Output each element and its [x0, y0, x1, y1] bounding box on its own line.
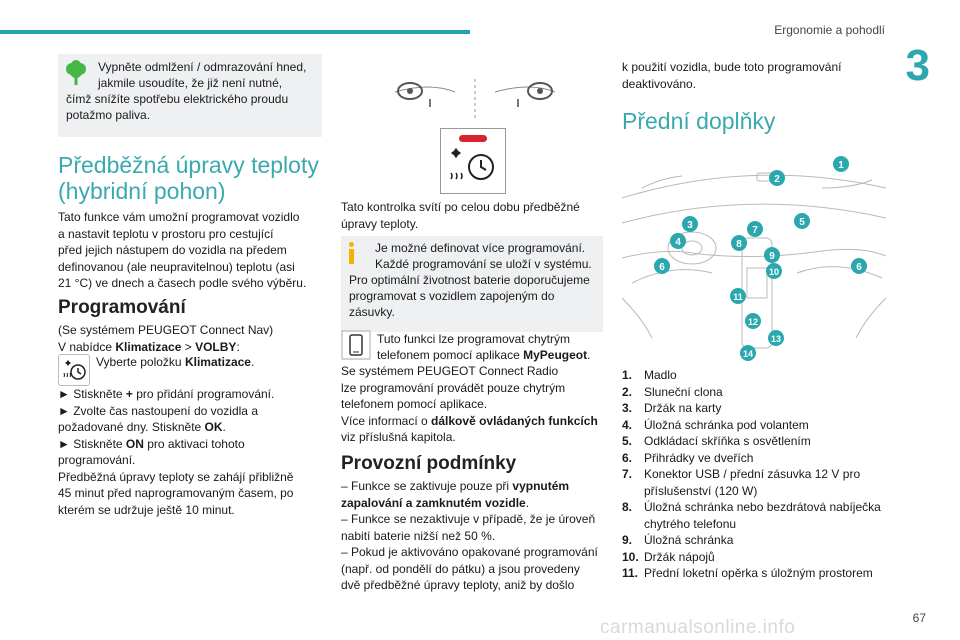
- prog-line-1: (Se systémem PEUGEOT Connect Nav): [58, 323, 274, 337]
- cond-line-6: (např. od pondělí do pátku) a jsou provedeny: [341, 561, 580, 576]
- cont-line-2: deaktivováno.: [622, 76, 697, 91]
- precond-body-line: a nastavit teplotu v prostoru pro cestující: [58, 226, 274, 241]
- svg-text:7: 7: [752, 225, 758, 236]
- cond-line-1: – Funkce se zaktivuje pouze při vypnutém: [341, 479, 570, 493]
- app-line-2: telefonem pomocí aplikace MyPeugeot.: [377, 348, 591, 362]
- info-line-5: zásuvky.: [349, 305, 395, 319]
- prog-line-2: V nabídce Klimatizace > VOLBY:: [58, 339, 240, 354]
- step-1: ► Stiskněte + pro přidání programování.: [58, 387, 275, 401]
- info-line-4: programovat s vozidlem zapojeným do: [349, 289, 555, 303]
- svg-text:4: 4: [675, 237, 681, 248]
- warning-lamp-box: [440, 128, 506, 194]
- cont-line-1: k použití vozidla, bude toto programování: [622, 60, 842, 74]
- lamp-text: [341, 199, 603, 232]
- legend-list: [622, 367, 892, 582]
- smartphone-icon: [341, 330, 371, 360]
- prog-end-1: Předběžná úpravy teploty se zahájí přibližně: [58, 469, 294, 484]
- conditions-body: [341, 478, 611, 594]
- legend-item: 11. Přední loketní opěrka s úložným prostorem: [622, 566, 873, 580]
- climate-program-icon: [58, 354, 90, 386]
- info-note: [341, 236, 603, 332]
- legend-item: 4. Úložná schránka pod volantem: [622, 417, 809, 432]
- tree-icon: [64, 60, 88, 86]
- cond-line-5: – Pokud je aktivováno opakované programování: [341, 545, 598, 559]
- conditions-title: Provozní podmínky: [341, 453, 517, 474]
- callouts: [654, 156, 867, 361]
- svg-text:3: 3: [687, 220, 693, 231]
- svg-text:6: 6: [659, 262, 665, 273]
- svg-text:8: 8: [736, 239, 742, 250]
- svg-text:9: 9: [769, 251, 775, 262]
- section-title: Ergonomie a pohodlí: [774, 23, 885, 37]
- precond-title-1: Předběžná úpravy teploty: [58, 152, 319, 178]
- lamp-line-1: Tato kontrolka svítí po celou dobu předběžné: [341, 200, 580, 214]
- step-2b: požadované dny. Stiskněte OK.: [58, 420, 226, 434]
- cond-line-4: nabití baterie nižší než 50 %.: [341, 528, 496, 543]
- prog-line-3: Vyberte položku Klimatizace.: [96, 355, 255, 369]
- step-3a: ► Stiskněte ON pro aktivaci tohoto: [58, 436, 245, 451]
- header-accent-bar: [0, 30, 470, 34]
- red-led-icon: [459, 135, 487, 142]
- prog-end-2: 45 minut před naprogramovaným časem, po: [58, 486, 294, 500]
- programming-steps: [58, 386, 328, 518]
- radio-line-4: Více informací o dálkově ovládaných funkcích: [341, 413, 598, 428]
- step-2a: ► Zvolte čas nastoupení do vozidla a: [58, 403, 258, 418]
- precond-body-line: před jejich nástupem do vozidla na předem: [58, 243, 287, 257]
- info-line-2: Každé programování se uloží v systému.: [375, 257, 592, 271]
- radio-text: [341, 363, 606, 446]
- svg-text:12: 12: [747, 317, 759, 327]
- svg-text:11: 11: [733, 292, 743, 302]
- radio-line-5: viz příslušná kapitola.: [341, 430, 456, 444]
- precond-title-2: (hybridní pohon): [58, 178, 226, 204]
- legend-item: chytrého telefonu: [644, 516, 737, 531]
- precond-body: [58, 209, 328, 292]
- legend-item: 7. Konektor USB / přední zásuvka 12 V pro: [622, 467, 861, 481]
- precond-body-line: Tato funkce vám umožní programovat vozidlo: [58, 210, 300, 224]
- svg-text:14: 14: [742, 349, 754, 359]
- radio-line-2: lze programování provádět pouze chytrým: [341, 380, 566, 395]
- legend-item: 2. Sluneční clona: [622, 384, 723, 399]
- app-line-1: Tuto funkci lze programovat chytrým: [377, 332, 570, 346]
- eco-line-4: potažmo paliva.: [66, 108, 151, 122]
- precond-body-line: 21 °C) ve dnech a časech podle svého výběru.: [58, 276, 307, 290]
- legend-item: příslušenství (120 W): [644, 483, 758, 498]
- legend-item: 10. Držák nápojů: [622, 549, 715, 564]
- svg-text:1: 1: [838, 160, 844, 171]
- legend-item: 1. Madlo: [622, 368, 677, 382]
- prog-end-3: kterém se udržuje ještě 10 minut.: [58, 502, 235, 517]
- lamp-line-2: úpravy teploty.: [341, 216, 419, 231]
- watermark: carmanualsonline.info: [600, 616, 796, 638]
- legend-item: 6. Přihrádky ve dveřích: [622, 450, 754, 465]
- cond-line-2: zapalování a zamknutém vozidle.: [341, 495, 530, 510]
- cond-line-7: dvě předběžné úpravy teploty, aniž by došlo: [341, 578, 575, 592]
- cond-line-3: – Funkce se nezaktivuje v případě, že je úroveň: [341, 512, 596, 526]
- legend-item: 5. Odkládací skříňka s osvětlením: [622, 434, 811, 448]
- eco-line-2: jakmile usoudíte, že již není nutné,: [98, 76, 283, 90]
- steering-wheels-illustration: [390, 74, 560, 124]
- programming-title: Programování: [58, 297, 186, 318]
- radio-line-1: Se systémem PEUGEOT Connect Radio: [341, 364, 559, 378]
- precond-body-line: definovanou (ale neupravitelnou) teplotu (asi: [58, 259, 295, 274]
- chapter-number: 3: [905, 41, 930, 90]
- legend-item: 9. Úložná schránka: [622, 533, 734, 547]
- info-line-1: Je možné definovat více programování.: [375, 241, 586, 255]
- legend-item: 3. Držák na karty: [622, 401, 722, 415]
- svg-text:13: 13: [770, 334, 782, 344]
- legend-item: 8. Úložná schránka nebo bezdrátová nabíječka: [622, 500, 881, 514]
- svg-text:2: 2: [774, 174, 780, 185]
- radio-line-3: telefonem pomocí aplikace.: [341, 397, 488, 411]
- front-accessories-title: Přední doplňky: [622, 108, 776, 134]
- step-3b: programování.: [58, 453, 136, 467]
- svg-text:5: 5: [799, 217, 805, 228]
- info-icon: [349, 242, 355, 264]
- dashboard-illustration: [622, 148, 886, 364]
- page-number: 67: [912, 610, 926, 625]
- programming-body: [58, 322, 328, 355]
- eco-line-3: čímž snížíte spotřebu elektrického proudu: [66, 92, 289, 106]
- right-continued-text: [622, 59, 892, 92]
- svg-text:10: 10: [768, 267, 780, 277]
- info-line-3: Pro optimální životnost baterie doporučujeme: [349, 273, 590, 287]
- eco-line-1: Vypněte odmlžení / odmrazování hned,: [98, 60, 307, 74]
- svg-text:6: 6: [856, 262, 862, 273]
- eco-note: [58, 54, 322, 137]
